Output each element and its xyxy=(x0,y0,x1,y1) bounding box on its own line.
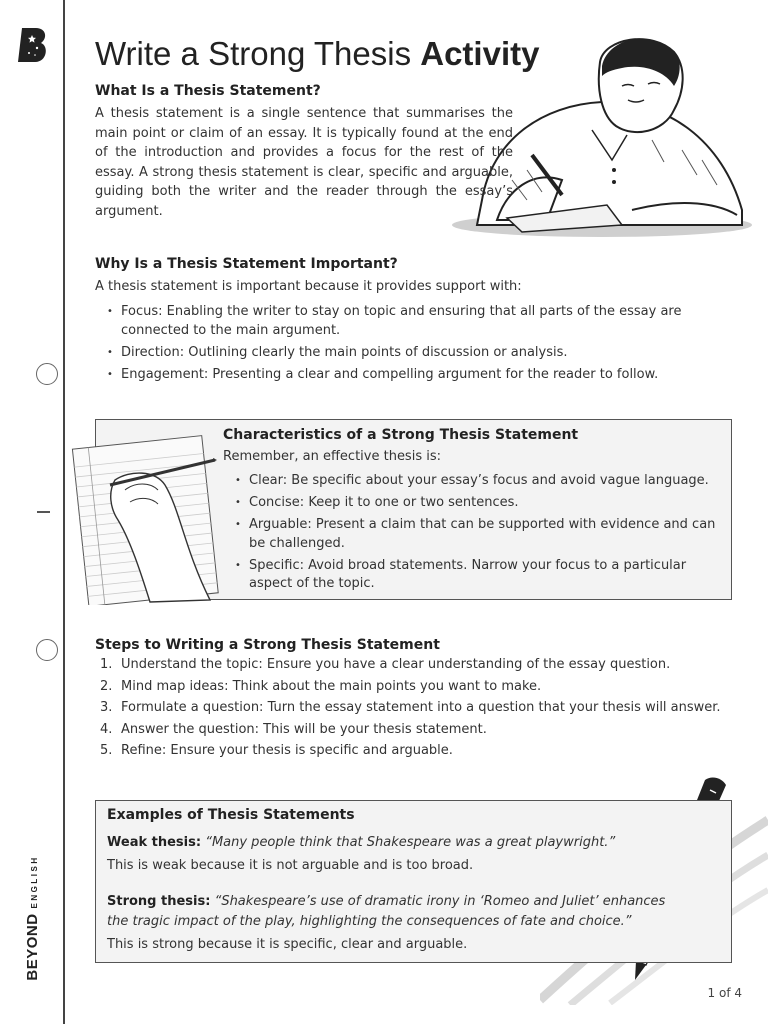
step-number: 5. xyxy=(100,743,113,758)
step-text: Answer the question: This will be your thesis statement. xyxy=(121,721,487,737)
steps-list xyxy=(95,656,740,764)
step-number: 1. xyxy=(100,657,113,672)
strong-thesis-quote-2 xyxy=(107,912,632,932)
list-item xyxy=(95,699,740,717)
weak-thesis-note: This is weak because it is not arguable and is too broad. xyxy=(107,858,474,873)
step-number: 2. xyxy=(100,678,113,694)
weak-thesis-line xyxy=(107,833,615,853)
margin-line xyxy=(63,0,65,1024)
step-number: 3. xyxy=(100,700,113,715)
why-list xyxy=(95,303,735,388)
list-item xyxy=(95,678,740,696)
strong-thesis-label: Strong thesis: xyxy=(107,894,211,909)
strong-thesis-note: This is strong because it is specific, clear and arguable. xyxy=(107,937,468,952)
why-heading: Why Is a Thesis Statement Important? xyxy=(95,256,398,272)
step-text: Mind map ideas: Think about the main points you want to make. xyxy=(121,678,542,694)
weak-thesis-label: Weak thesis: xyxy=(107,835,202,850)
title-bold: Activity xyxy=(420,35,540,72)
step-text: Understand the topic: Ensure you have a clear understanding of the essay question. xyxy=(121,657,671,672)
margin-tick xyxy=(37,511,50,513)
strong-thesis-quote-1: “Shakespeare’s use of dramatic irony in ‘Romeo and Juliet’ enhances xyxy=(214,894,666,909)
brand-wordmark xyxy=(25,838,41,998)
characteristics-lead: Remember, an effective thesis is: xyxy=(223,449,441,464)
why-lead: A thesis statement is important because it provides support with: xyxy=(95,279,522,294)
list-item: • Arguable: Present a claim that can be supported with evidence and can be challenged. xyxy=(223,516,723,553)
binder-hole-bottom xyxy=(36,639,58,661)
list-item xyxy=(95,656,740,674)
list-item: • Clear: Be specific about your essay’s focus and avoid vague language. xyxy=(223,472,723,491)
title-regular: Write a Strong Thesis xyxy=(95,35,412,72)
page-number: 1 of 4 xyxy=(707,986,742,1000)
steps-heading: Steps to Writing a Strong Thesis Statement xyxy=(95,637,440,653)
what-body: A thesis statement is a single sentence that summarises the main point or claim of an essay. It is typically found at the end of the introduction and provides a focus for the rest of the essay. A strong thesis statement is clear, specific and arguable, guiding both the writer and the reader through the essay’s argument. xyxy=(95,106,513,219)
brand-sub: ENGLISH xyxy=(30,855,39,909)
beyond-logo-icon xyxy=(16,26,50,64)
step-text: Refine: Ensure your thesis is specific and arguable. xyxy=(121,743,453,758)
step-text: Formulate a question: Turn the essay statement into a question that your thesis will answer. xyxy=(121,700,721,715)
list-item xyxy=(95,721,740,739)
strong-thesis-quote-2-text: the tragic impact of the play, highlighting the consequences of fate and choice.” xyxy=(107,914,632,929)
list-item: • Concise: Keep it to one or two sentences. xyxy=(223,494,723,513)
binder-hole-top xyxy=(36,363,58,385)
examples-heading: Examples of Thesis Statements xyxy=(107,807,355,823)
strong-thesis-line xyxy=(107,892,665,912)
hand-writing-illustration xyxy=(70,430,220,605)
what-heading: What Is a Thesis Statement? xyxy=(95,83,321,99)
characteristics-list xyxy=(223,472,723,597)
brand-name: BEYOND xyxy=(24,913,41,981)
list-item xyxy=(95,742,740,760)
list-item: • Direction: Outlining clearly the main points of discussion or analysis. xyxy=(95,344,735,363)
list-item: • Specific: Avoid broad statements. Narrow your focus to a particular aspect of the topic. xyxy=(223,557,723,594)
list-item: • Engagement: Presenting a clear and compelling argument for the reader to follow. xyxy=(95,366,735,385)
list-item: • Focus: Enabling the writer to stay on topic and ensuring that all parts of the essay are connected to the main argument. xyxy=(95,303,735,340)
characteristics-heading: Characteristics of a Strong Thesis Statement xyxy=(223,427,579,443)
step-number: 4. xyxy=(100,721,113,737)
weak-thesis-quote: “Many people think that Shakespeare was a great playwright.” xyxy=(205,835,616,850)
